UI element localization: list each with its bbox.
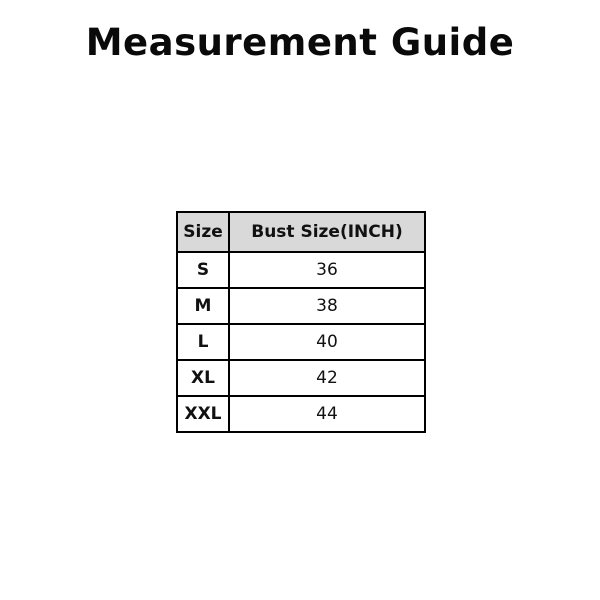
column-header-size: Size bbox=[177, 212, 229, 252]
size-chart-table bbox=[176, 211, 426, 433]
size-cell: XXL bbox=[177, 396, 229, 432]
table-row bbox=[177, 288, 425, 324]
table-row bbox=[177, 252, 425, 288]
size-cell: M bbox=[177, 288, 229, 324]
bust-value-cell: 42 bbox=[229, 360, 425, 396]
bust-value-cell: 36 bbox=[229, 252, 425, 288]
bust-value-cell: 44 bbox=[229, 396, 425, 432]
table-row bbox=[177, 324, 425, 360]
bust-value-cell: 40 bbox=[229, 324, 425, 360]
size-cell: XL bbox=[177, 360, 229, 396]
size-cell: L bbox=[177, 324, 229, 360]
table-row bbox=[177, 396, 425, 432]
column-header-bust-size: Bust Size(INCH) bbox=[229, 212, 425, 252]
size-cell: S bbox=[177, 252, 229, 288]
page-title: Measurement Guide bbox=[85, 21, 515, 64]
table-row bbox=[177, 360, 425, 396]
table-header-row bbox=[177, 212, 425, 252]
bust-value-cell: 38 bbox=[229, 288, 425, 324]
